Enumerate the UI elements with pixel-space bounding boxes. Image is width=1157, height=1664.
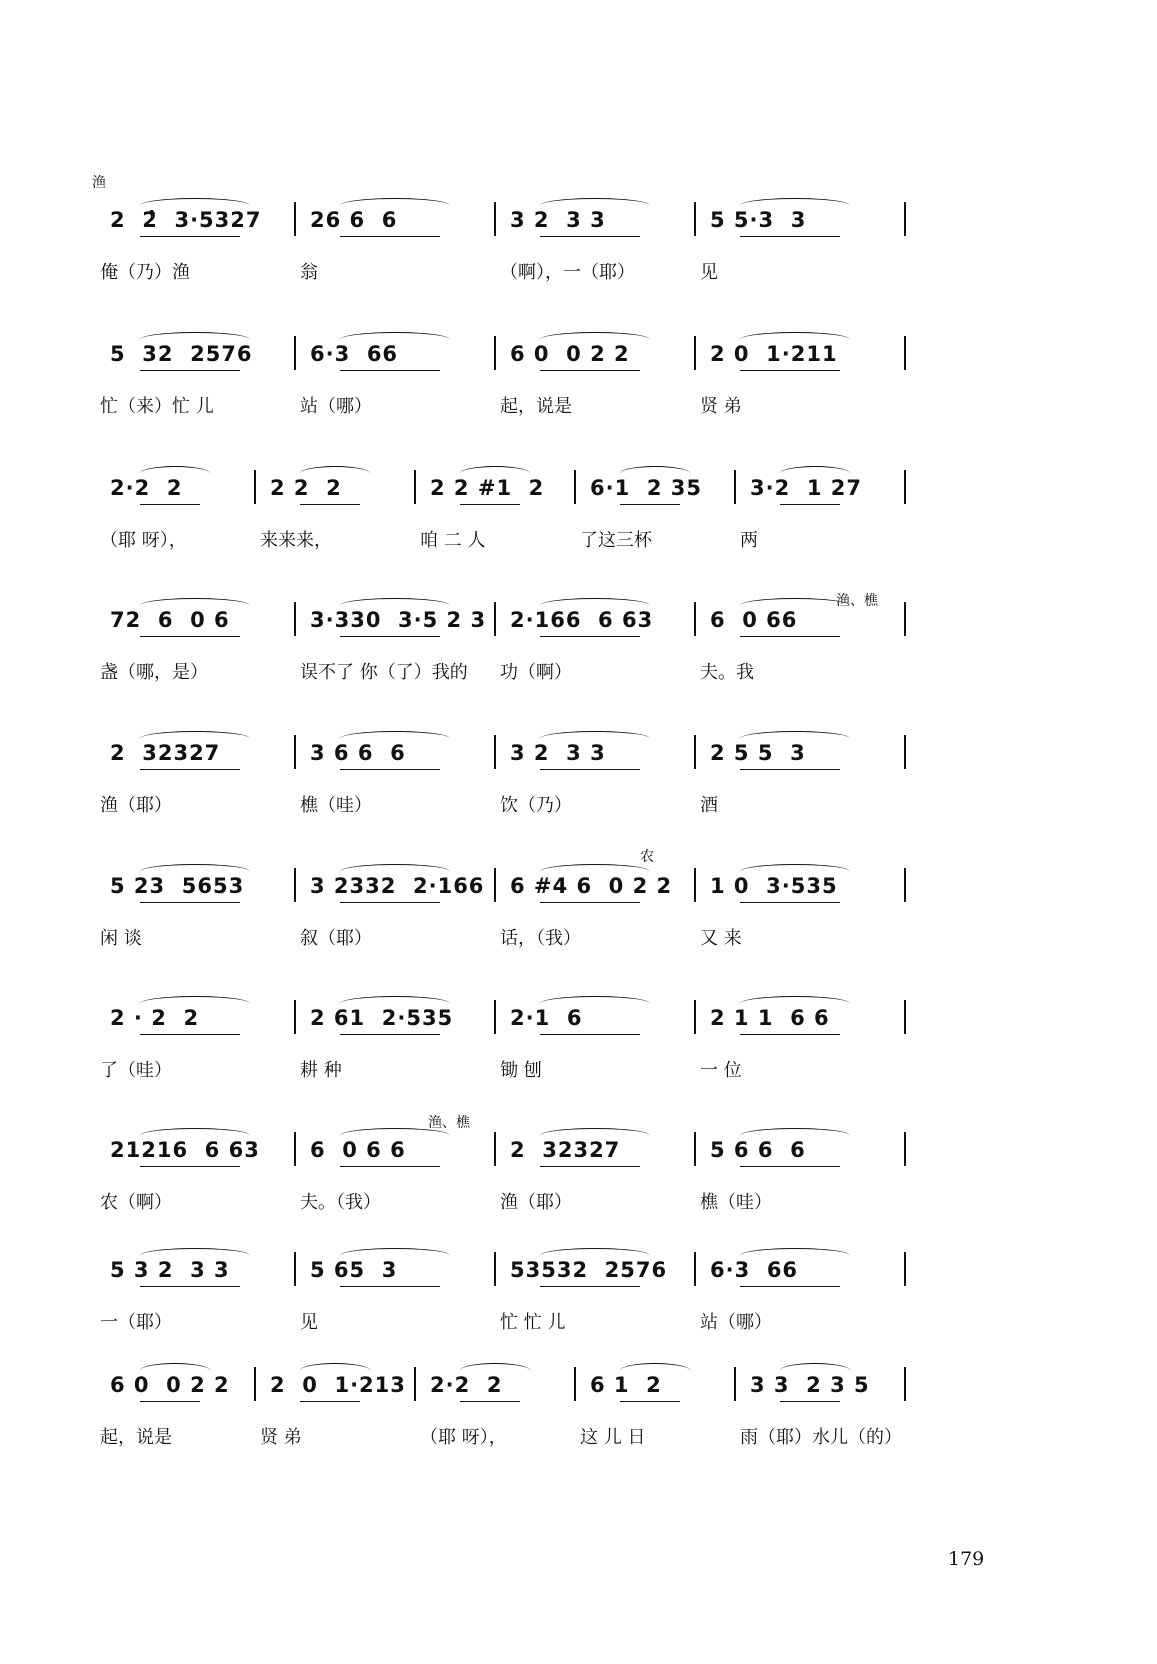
lyric-line (100, 526, 980, 552)
measure-notes: 3·2 1 27 (750, 476, 862, 500)
measure-notes: 2 2 2 (270, 476, 342, 500)
measure-notes: 6·1 2 35 (590, 476, 702, 500)
measure-lyrics: 锄 刨 (500, 1060, 542, 1081)
measure-notes: 3 2 3 3 (510, 741, 606, 765)
notation-line (100, 874, 980, 910)
measure-lyrics: 耕 种 (300, 1060, 342, 1081)
measure-notes: 2·2 2 (430, 1373, 503, 1397)
measure-notes: 6 0 0 2 2 (510, 342, 630, 366)
measure-lyrics: 见 (300, 1312, 318, 1333)
lyric-line (100, 258, 980, 284)
measure-notes: 5 23 5653 (110, 874, 245, 898)
measure-lyrics: 见 (700, 262, 718, 283)
measure-lyrics: 渔（耶） (500, 1192, 572, 1213)
measure-notes: 2 · 2 2 (110, 1006, 200, 1030)
measure-notes: 21216 6 63 (110, 1138, 260, 1162)
measure-lyrics: 夫。（我） (300, 1192, 381, 1213)
measure-notes: 5 32 2576 (110, 342, 253, 366)
measure-notes: 2 0 1·213 (270, 1373, 406, 1397)
measure-lyrics: 起，说是 (100, 1427, 172, 1448)
measure-notes: 5 65 3 (310, 1258, 398, 1282)
measure-lyrics: 又 来 (700, 928, 742, 949)
measure-notes: 2·166 6 63 (510, 608, 654, 632)
notation-line (100, 1138, 980, 1174)
measure-notes: 2 1 1 6 6 (710, 1006, 830, 1030)
lyric-line (100, 1308, 980, 1334)
page-number: 179 (948, 1548, 985, 1570)
measure-notes: 2 61 2·535 (310, 1006, 454, 1030)
role-label: 渔、樵 (836, 593, 878, 609)
measure-lyrics: （耶 呀）， (100, 530, 187, 551)
measure-notes: 5 3 2 3 3 (110, 1258, 230, 1282)
measure-notes: 53532 2576 (510, 1258, 668, 1282)
score-system (100, 838, 980, 958)
measure-lyrics: 饮（乃） (500, 795, 572, 816)
score-system (100, 440, 980, 560)
measure-notes: 2·2 2 (110, 476, 183, 500)
measure-notes: 6·3 66 (710, 1258, 799, 1282)
measure-notes: 6 1 2 (590, 1373, 662, 1397)
measure-notes: 6 #4 6 0 2 2 (510, 874, 673, 898)
measure-lyrics: 一（耶） (100, 1312, 172, 1333)
notation-line (100, 608, 980, 644)
measure-lyrics: 贤 弟 (260, 1427, 302, 1448)
notation-line (100, 1373, 980, 1409)
notation-line (100, 1258, 980, 1294)
measure-notes: 3 2332 2·166 (310, 874, 485, 898)
measure-notes: 26 6 6 (310, 208, 398, 232)
measure-notes: 3 3 2 3 5 (750, 1373, 870, 1397)
measure-lyrics: 忙 忙 儿 (500, 1312, 566, 1333)
lyric-line (100, 791, 980, 817)
score-system (100, 970, 980, 1090)
measure-lyrics: 了（哇） (100, 1060, 172, 1081)
measure-lyrics: 了这三杯 (580, 530, 652, 551)
measure-lyrics: 误不了 你（了）我的 (300, 662, 468, 683)
measure-lyrics: 一 位 (700, 1060, 742, 1081)
role-label: 农 (640, 849, 654, 865)
lyric-line (100, 1423, 980, 1449)
score-system (92, 172, 980, 292)
lyric-line (100, 1056, 980, 1082)
measure-notes: 2 2 #1 2 (430, 476, 545, 500)
measure-notes: 2 32327 (510, 1138, 621, 1162)
score-system (100, 705, 980, 825)
lyric-line (100, 924, 980, 950)
measure-notes: 2·1 6 (510, 1006, 583, 1030)
measure-lyrics: 两 (740, 530, 758, 551)
measure-notes: 2 0 1·211 (710, 342, 838, 366)
measure-notes: 6 0 0 2 2 (110, 1373, 230, 1397)
measure-lyrics: 樵（哇） (300, 795, 372, 816)
measure-notes: 2 32327 (110, 741, 221, 765)
score-system (100, 1102, 980, 1222)
measure-lyrics: 咱 二 人 (420, 530, 486, 551)
measure-lyrics: 贤 弟 (700, 396, 742, 417)
measure-lyrics: 话，（我） (500, 928, 581, 949)
measure-lyrics: 这 儿 日 (580, 1427, 646, 1448)
measure-notes: 3 6 6 6 (310, 741, 406, 765)
measure-lyrics: 酒 (700, 795, 718, 816)
measure-lyrics: 盏（哪，是） (100, 662, 208, 683)
measure-lyrics: 起，说是 (500, 396, 572, 417)
measure-notes: 3·330 3·5 2 3 (310, 608, 487, 632)
measure-notes: 72 6 0 6 (110, 608, 230, 632)
measure-lyrics: 翁 (300, 262, 318, 283)
notation-line (100, 476, 980, 512)
measure-lyrics: 农（啊） (100, 1192, 172, 1213)
measure-lyrics: 叙（耶） (300, 928, 372, 949)
measure-lyrics: 闲 谈 (100, 928, 142, 949)
notation-line (100, 741, 980, 777)
role-label: 渔、樵 (428, 1115, 470, 1131)
score-system (100, 1337, 980, 1457)
measure-lyrics: 雨（耶）水儿（的） (740, 1427, 902, 1448)
measure-notes: 1 0 3·535 (710, 874, 838, 898)
role-label: 渔 (92, 175, 106, 191)
measure-notes: 6 0 6 6 (310, 1138, 406, 1162)
measure-lyrics: （啊），一（耶） (500, 262, 635, 283)
lyric-line (100, 392, 980, 418)
measure-notes: 5 6 6 6 (710, 1138, 806, 1162)
score-system (100, 306, 980, 426)
measure-lyrics: 夫。我 (700, 662, 754, 683)
measure-notes: 6 0 66 (710, 608, 798, 632)
measure-lyrics: 来来来， (260, 530, 332, 551)
notation-line (100, 1006, 980, 1042)
measure-lyrics: 俺（乃）渔 (100, 262, 190, 283)
measure-lyrics: 渔（耶） (100, 795, 172, 816)
measure-notes: 3 2 3 3 (510, 208, 606, 232)
measure-lyrics: 樵（哇） (700, 1192, 772, 1213)
measure-notes: 2 2̂ 3·5327 (110, 208, 262, 232)
lyric-line (100, 1188, 980, 1214)
notation-line (100, 208, 980, 244)
notation-line (100, 342, 980, 378)
measure-lyrics: （耶 呀）， (420, 1427, 507, 1448)
measure-lyrics: 站（哪） (700, 1312, 772, 1333)
measure-lyrics: 功（啊） (500, 662, 572, 683)
score-system (100, 1222, 980, 1342)
measure-lyrics: 忙（来）忙 儿 (100, 396, 214, 417)
measure-lyrics: 站（哪） (300, 396, 372, 417)
score-system (100, 572, 980, 692)
measure-notes: 5 5·3 3 (710, 208, 807, 232)
measure-notes: 2 5 5 3 (710, 741, 806, 765)
measure-notes: 6·3 66 (310, 342, 399, 366)
lyric-line (100, 658, 980, 684)
